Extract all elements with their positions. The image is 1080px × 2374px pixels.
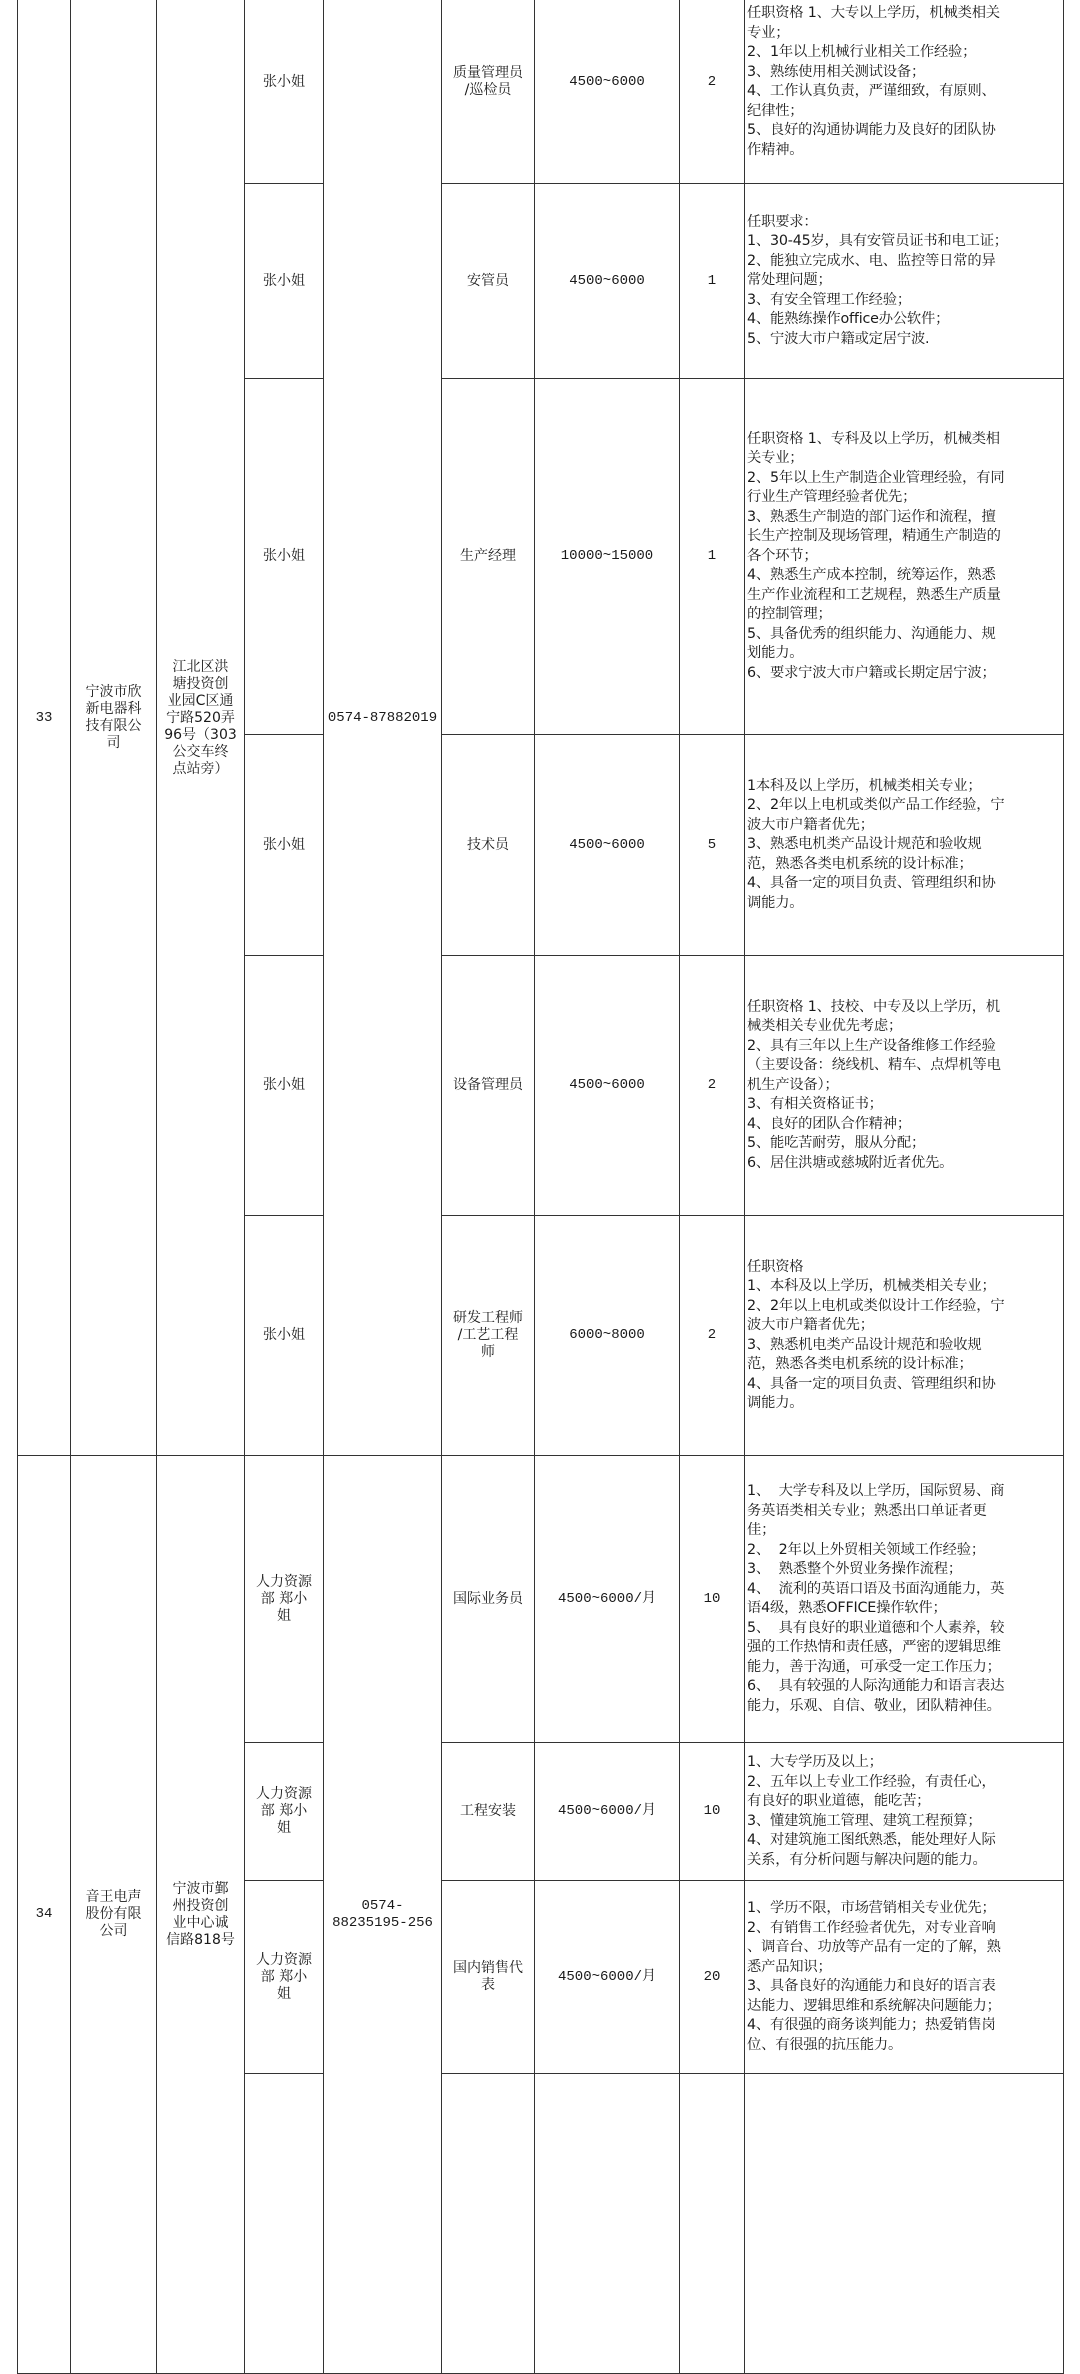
job-requirements: 1、学历不限，市场营销相关专业优先； 2、有销售工作经验者优先，对专业音响 、调音台、功放等产品有一定的了解，熟 悉产品知识； 3、具备良好的沟通能力和良好的语言表 达能力、逻辑思维和系统解决问题能力； 4、有很强的商务谈判能力；热爱销售岗 位、有很强的抗压能力。: [745, 1881, 1064, 2074]
contact-person: 张小姐: [245, 956, 324, 1216]
headcount: 10: [680, 1456, 745, 1743]
position-title: 研发工程师 /工艺工程 师: [442, 1216, 535, 1456]
table-row: [18, 1456, 1064, 1743]
job-requirements: 任职资格 1、大专以上学历，机械类相关 专业； 2、1年以上机械行业相关工作经验； 3、熟练使用相关测试设备； 4、工作认真负责，严谨细致，有原则、 纪律性； 5、良好的沟通协调能力及良好的团队协 作精神。: [745, 0, 1064, 184]
headcount: 10: [680, 1743, 745, 1881]
contact-person: 张小姐: [245, 184, 324, 379]
headcount: 2: [680, 956, 745, 1216]
position-title: 国际业务员: [442, 1456, 535, 1743]
salary-range: 4500~6000/月: [535, 1456, 680, 1743]
position-title: 设备管理员: [442, 956, 535, 1216]
position-title: 工程安装: [442, 1743, 535, 1881]
job-requirements: 任职要求： 1、30-45岁，具有安管员证书和电工证； 2、能独立完成水、电、监控等日常的异 常处理问题； 3、有安全管理工作经验； 4、能熟练操作office办公软件； 5、宁波大市户籍或定居宁波.: [745, 184, 1064, 379]
job-requirements: 1、大专学历及以上； 2、五年以上专业工作经验，有责任心， 有良好的职业道德，能吃苦； 3、懂建筑施工管理、建筑工程预算； 4、对建筑施工图纸熟悉，能处理好人际 关系，有分析问题与解决问题的能力。: [745, 1743, 1064, 1881]
salary-range: 4500~6000/月: [535, 1881, 680, 2074]
salary-range: 4500~6000: [535, 0, 680, 184]
job-requirements: [745, 2074, 1064, 2374]
table-row: [18, 0, 1064, 184]
job-requirements: 任职资格 1、技校、中专及以上学历，机 械类相关专业优先考虑； 2、具有三年以上生产设备维修工作经验 （主要设备：绕线机、精车、点焊机等电 机生产设备）； 3、有相关资格证书； 4、良好的团队合作精神； 5、能吃苦耐劳，服从分配； 6、居住洪塘或慈城附近者优先。: [745, 956, 1064, 1216]
salary-range: [535, 2074, 680, 2374]
contact-person: 张小姐: [245, 0, 324, 184]
headcount: 1: [680, 184, 745, 379]
salary-range: 4500~6000/月: [535, 1743, 680, 1881]
contact-person: 张小姐: [245, 379, 324, 735]
position-title: 安管员: [442, 184, 535, 379]
headcount: 5: [680, 735, 745, 956]
job-requirements: 1、 大学专科及以上学历，国际贸易、商 务英语类相关专业；熟悉出口单证者更 佳； 2、 2年以上外贸相关领域工作经验； 3、 熟悉整个外贸业务操作流程； 4、 流利的英语口语及书面沟通能力，英 语4级，熟悉OFFICE操作软件； 5、 具有良好的职业道德和个人素养，较 强的工作热情和责任感，严密的逻辑思维 能力，善于沟通，可承受一定工作压力； 6、 具有较强的人际沟通能力和语言表达 能力，乐观、自信、敬业，团队精神佳。: [745, 1456, 1064, 1743]
salary-range: 6000~8000: [535, 1216, 680, 1456]
contact-person: 张小姐: [245, 735, 324, 956]
company-number: 34: [18, 1456, 71, 2374]
job-requirements: 任职资格 1、专科及以上学历，机械类相 关专业； 2、5年以上生产制造企业管理经验，有同 行业生产管理经验者优先； 3、熟悉生产制造的部门运作和流程，擅 长生产控制及现场管理，精通生产制造的 各个环节； 4、熟悉生产成本控制，统筹运作，熟悉 生产作业流程和工艺规程，熟悉生产质量 的控制管理； 5、具备优秀的组织能力、沟通能力、规 划能力。 6、要求宁波大市户籍或长期定居宁波；: [745, 379, 1064, 735]
salary-range: 4500~6000: [535, 956, 680, 1216]
company-number: 33: [18, 0, 71, 1456]
salary-range: 4500~6000: [535, 735, 680, 956]
position-title: 质量管理员 /巡检员: [442, 0, 535, 184]
contact-phone: 0574- 88235195-256: [324, 1456, 442, 2374]
company-name: 宁波市欣 新电器科 技有限公 司: [71, 0, 157, 1456]
position-title: 生产经理: [442, 379, 535, 735]
contact-person: [245, 2074, 324, 2374]
contact-person: 张小姐: [245, 1216, 324, 1456]
contact-person: 人力资源 部 郑小 姐: [245, 1456, 324, 1743]
contact-person: 人力资源 部 郑小 姐: [245, 1881, 324, 2074]
headcount: [680, 2074, 745, 2374]
position-title: [442, 2074, 535, 2374]
contact-phone: 0574-87882019: [324, 0, 442, 1456]
company-address: 江北区洪 塘投资创 业园C区通 宁路520弄 96号（303 公交车终 点站旁）: [157, 0, 245, 1456]
contact-person: 人力资源 部 郑小 姐: [245, 1743, 324, 1881]
salary-range: 10000~15000: [535, 379, 680, 735]
job-requirements: 任职资格 1、本科及以上学历，机械类相关专业； 2、2年以上电机或类似设计工作经验，宁 波大市户籍者优先； 3、熟悉机电类产品设计规范和验收规 范，熟悉各类电机系统的设计标准； 4、具备一定的项目负责、管理组织和协 调能力。: [745, 1216, 1064, 1456]
headcount: 2: [680, 1216, 745, 1456]
headcount: 1: [680, 379, 745, 735]
headcount: 20: [680, 1881, 745, 2074]
job-listing-table: [17, 0, 1064, 2374]
position-title: 国内销售代 表: [442, 1881, 535, 2074]
company-name: 音王电声 股份有限 公司: [71, 1456, 157, 2374]
salary-range: 4500~6000: [535, 184, 680, 379]
headcount: 2: [680, 0, 745, 184]
company-address: 宁波市鄞 州投资创 业中心诚 信路818号: [157, 1456, 245, 2374]
position-title: 技术员: [442, 735, 535, 956]
job-requirements: 1本科及以上学历，机械类相关专业； 2、2年以上电机或类似产品工作经验，宁 波大市户籍者优先； 3、熟悉电机类产品设计规范和验收规 范，熟悉各类电机系统的设计标准； 4、具备一定的项目负责、管理组织和协 调能力。: [745, 735, 1064, 956]
